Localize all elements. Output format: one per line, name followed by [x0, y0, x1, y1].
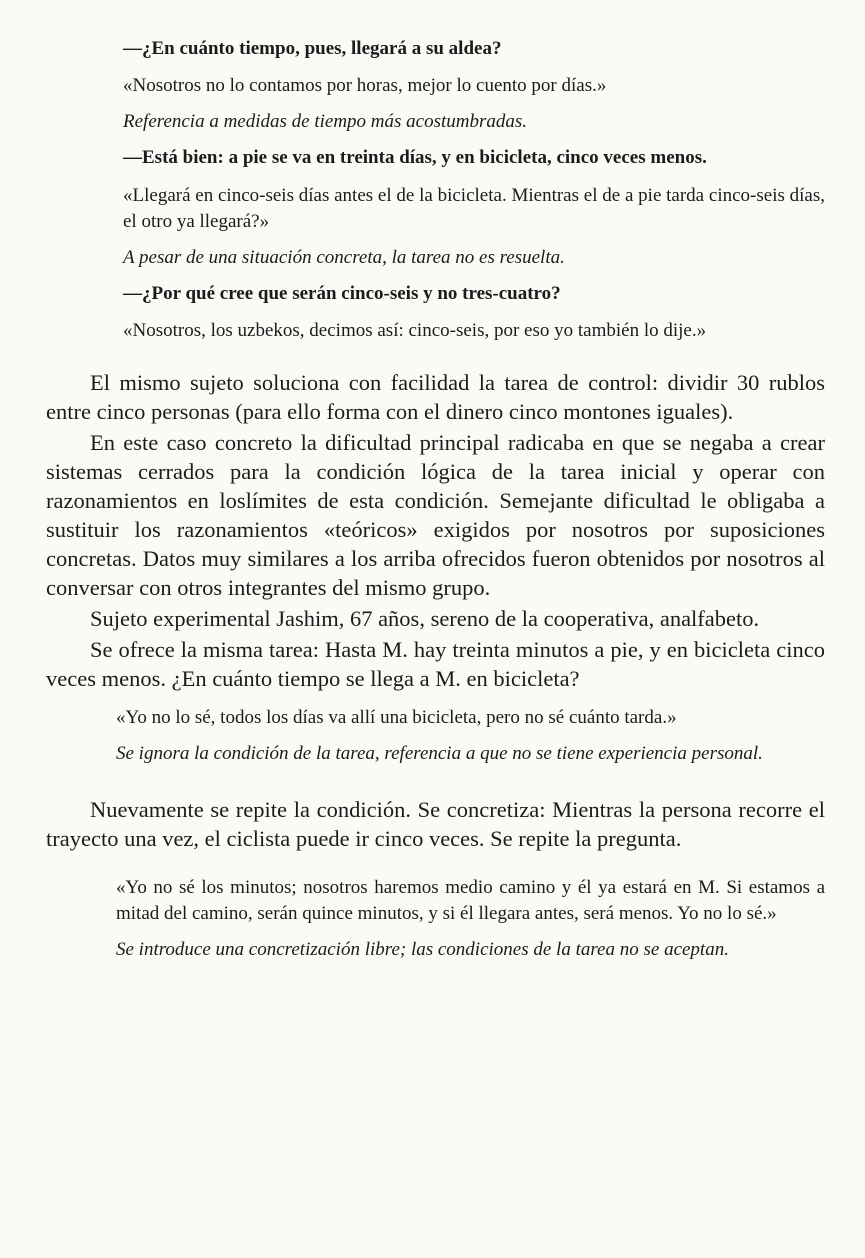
- commentary-5: Se introduce una concretización libre; las condiciones de la tarea no se aceptan.: [116, 939, 729, 960]
- answer-5: «Yo no sé los minutos; nosotros haremos medio camino y él ya estará en M. Si estamos a mitad del camino, serán quince minutos, y si él llegara antes, será menos. Yo no lo sé.»: [116, 877, 825, 924]
- question-1: —¿En cuánto tiempo, pues, llegará a su aldea?: [123, 38, 502, 59]
- dialogue-block-3: [46, 875, 825, 963]
- body-paragraph-5: Nuevamente se repite la condición. Se concretiza: Mientras la persona recorre el trayecto una vez, el ciclista puede ir cinco veces. Se repite la pregunta.: [46, 797, 825, 851]
- commentary-4: Se ignora la condición de la tarea, referencia a que no se tiene experiencia personal.: [116, 743, 763, 764]
- question-3: —¿Por qué cree que serán cinco-seis y no tres-cuatro?: [123, 283, 561, 304]
- answer-3: «Nosotros, los uzbekos, decimos así: cinco-seis, por eso yo también lo dije.»: [123, 320, 707, 341]
- body-paragraph-4: Se ofrece la misma tarea: Hasta M. hay treinta minutos a pie, y en bicicleta cinco veces menos. ¿En cuánto tiempo se llega a M. en bicicleta?: [46, 637, 825, 691]
- answer-2: «Llegará en cinco-seis días antes el de la bicicleta. Mientras el de a pie tarda cinco-seis días, el otro ya llegará?»: [123, 185, 825, 232]
- body-paragraph-2: En este caso concreto la dificultad principal radicaba en que se negaba a crear sistemas cerrados para la condición lógica de la tarea inicial y operar con razonamientos en loslímites de esta condición. Semejante dificultad le obligaba a sustituir los razonamientos «teóricos» exigidos por nosotros por suposiciones concretas. Datos muy similares a los arriba ofrecidos fueron obtenidos por nosotros al conversar con otros integrantes del mismo grupo.: [46, 430, 825, 600]
- body-paragraph-3: Sujeto experimental Jashim, 67 años, sereno de la cooperativa, analfabeto.: [90, 606, 760, 631]
- commentary-2: A pesar de una situación concreta, la tarea no es resuelta.: [123, 247, 565, 268]
- dialogue-block-2: [46, 705, 825, 767]
- body-paragraph-1: El mismo sujeto soluciona con facilidad la tarea de control: dividir 30 rublos entre cinco personas (para ello forma con el dinero cinco montones iguales).: [46, 370, 825, 424]
- answer-4: «Yo no lo sé, todos los días va allí una bicicleta, pero no sé cuánto tarda.»: [116, 707, 677, 728]
- question-2: —Está bien: a pie se va en treinta días, y en bicicleta, cinco veces menos.: [123, 147, 707, 168]
- answer-1: «Nosotros no lo contamos por horas, mejor lo cuento por días.»: [123, 75, 607, 96]
- dialogue-block-1: [46, 36, 825, 344]
- commentary-1: Referencia a medidas de tiempo más acostumbradas.: [123, 111, 528, 132]
